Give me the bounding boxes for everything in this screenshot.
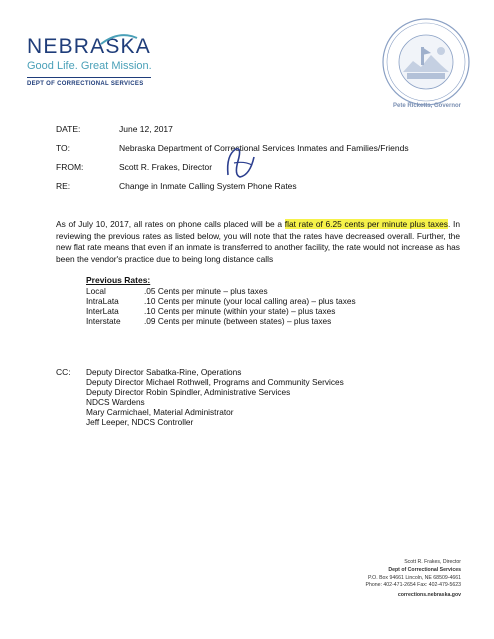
cc-recipient: Deputy Director Michael Rothwell, Programs and Community Services bbox=[86, 377, 344, 387]
signature-initials bbox=[220, 145, 260, 183]
logo-divider bbox=[27, 77, 151, 78]
cc-label: CC: bbox=[56, 367, 71, 377]
footer-website: corrections.nebraska.gov bbox=[397, 592, 461, 598]
footer-address: P.O. Box 94661 Lincoln, NE 68509-4661 bbox=[367, 575, 461, 581]
rate-name: Interstate bbox=[86, 316, 121, 326]
cc-recipient: Mary Carmichael, Material Administrator bbox=[86, 407, 234, 417]
rate-description: .10 Cents per minute (within your state) – plus taxes bbox=[144, 306, 336, 316]
cc-recipient: Deputy Director Sabatka-Rine, Operations bbox=[86, 367, 242, 377]
logo-tagline: Good Life. Great Mission. bbox=[27, 60, 152, 72]
re-value: Change in Inmate Calling System Phone Rates bbox=[119, 181, 297, 191]
rate-name: IntraLata bbox=[86, 296, 119, 306]
to-value: Nebraska Department of Correctional Services Inmates and Families/Friends bbox=[119, 143, 409, 153]
rate-name: InterLata bbox=[86, 306, 119, 316]
cc-recipient: Deputy Director Robin Spindler, Administrative Services bbox=[86, 387, 291, 397]
rates-heading: Previous Rates: bbox=[86, 275, 151, 285]
to-label: TO: bbox=[56, 143, 71, 153]
footer-department: Dept of Correctional Services bbox=[388, 567, 461, 573]
date-value: June 12, 2017 bbox=[119, 124, 173, 134]
state-seal-icon bbox=[381, 17, 471, 107]
logo-department: DEPT OF CORRECTIONAL SERVICES bbox=[27, 81, 144, 87]
rate-description: .05 Cents per minute – plus taxes bbox=[144, 286, 268, 296]
footer-phone: Phone: 402-471-2654 Fax: 402-479-5623 bbox=[365, 582, 461, 588]
logo-wordmark: NEBRASKA bbox=[27, 36, 167, 58]
from-label: FROM: bbox=[56, 162, 84, 172]
re-label: RE: bbox=[56, 181, 71, 191]
cc-recipient: Jeff Leeper, NDCS Controller bbox=[86, 417, 194, 427]
governor-name: Pete Ricketts, Governor bbox=[392, 103, 462, 109]
nebraska-logo bbox=[27, 36, 167, 87]
rate-description: .10 Cents per minute (your local calling area) – plus taxes bbox=[144, 296, 356, 306]
rate-description: .09 Cents per minute (between states) – plus taxes bbox=[144, 316, 332, 326]
body-paragraph: As of July 10, 2017, all rates on phone calls placed will be a flat rate of 6.25 cents per minute plus taxes. In reviewing the previous rates as listed below, you will note that the rates have decreased overall. Further, the new flat rate means that even if an inmate is transferred to another facility, the rate would not increase as has been the vendor's practice due to being long distance calls bbox=[56, 219, 461, 264]
logo-swoosh-icon bbox=[99, 32, 139, 46]
footer-name: Scott R. Frakes, Director bbox=[404, 559, 461, 565]
date-label: DATE: bbox=[56, 124, 81, 134]
highlighted-rate: flat rate of 6.25 cents per minute plus taxes bbox=[284, 219, 448, 229]
cc-recipient: NDCS Wardens bbox=[86, 397, 145, 407]
rate-name: Local bbox=[86, 286, 106, 296]
from-value: Scott R. Frakes, Director bbox=[119, 162, 213, 172]
